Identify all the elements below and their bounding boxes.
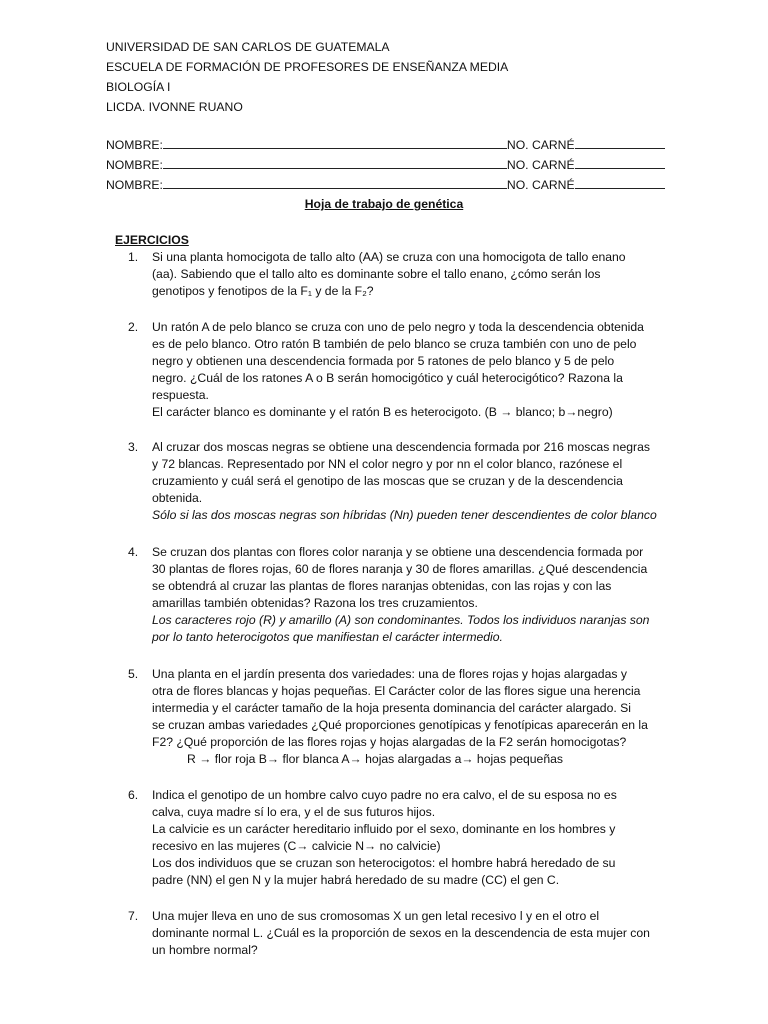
exercise-line: Si una planta homocigota de tallo alto (AA) se cruza con una homocigota de tallo enano <box>152 250 626 264</box>
exercise-number: 5. <box>128 667 139 681</box>
carne-label: NO. CARNÉ <box>506 138 575 152</box>
exercise-line: (aa). Sabiendo que el tallo alto es dominante sobre el tallo enano, ¿cómo serán los <box>152 267 601 281</box>
exercise-line: un hombre normal? <box>152 943 258 957</box>
exercise-answer: Los dos individuos que se cruzan son heterocigotos: el hombre habrá heredado de su <box>152 856 616 870</box>
exercise-number: 6. <box>128 788 139 802</box>
student-row-1 <box>106 135 666 155</box>
exercise-number: 2. <box>128 320 139 334</box>
exercise-answer: por lo tanto heterocigotos que manifiestan el carácter intermedio. <box>152 630 503 644</box>
name-label: NOMBRE: <box>106 158 163 172</box>
exercise-line: 30 plantas de flores rojas, 60 de flores naranja y 30 de flores amarillas. ¿Qué descendencia <box>152 562 648 576</box>
exercise-line: calva, cuya madre sí lo era, y el de sus futuros hijos. <box>152 805 436 819</box>
worksheet-title: Hoja de trabajo de genética <box>304 197 464 211</box>
instructor-name: LICDA. IVONNE RUANO <box>106 100 243 114</box>
exercise-number: 3. <box>128 440 139 454</box>
course-name: BIOLOGÍA I <box>106 80 171 94</box>
exercise-line: F2? ¿Qué proporción de las flores rojas y hojas alargadas de la F2 serán homocigotas? <box>152 735 627 749</box>
name-blank[interactable] <box>163 136 507 149</box>
exercise-line: es de pelo blanco. Otro ratón B también de pelo blanco se cruza también con uno de pelo <box>152 337 637 351</box>
exercise-line: Se cruzan dos plantas con flores color naranja y se obtiene una descendencia formada por <box>152 545 644 559</box>
exercise-line: amarillas también obtenidas? Razona los tres cruzamientos. <box>152 596 478 610</box>
exercises-heading: EJERCICIOS <box>115 233 189 247</box>
exercise-line: cruzamiento y cuál será el genotipo de las moscas que se cruzan y de la descendencia <box>152 474 623 488</box>
exercise-number: 7. <box>128 909 139 923</box>
student-fields <box>106 135 666 195</box>
exercise-answer: recesivo en las mujeres (C→ calvicie N→ no calvicie) <box>152 839 441 853</box>
exercise-line: genotipos y fenotipos de la F₁ y de la F₂? <box>152 284 374 298</box>
name-label: NOMBRE: <box>106 138 163 152</box>
exercise-answer: El carácter blanco es dominante y el ratón B es heterocigoto. (B → blanco; b→negro) <box>152 405 613 419</box>
exercise-answer: Los caracteres rojo (R) y amarillo (A) son condominantes. Todos los individuos naranjas son <box>152 613 650 627</box>
school-name: ESCUELA DE FORMACIÓN DE PROFESORES DE ENSEÑANZA MEDIA <box>106 60 509 74</box>
exercise-line: se obtendrá al cruzar las plantas de flores naranjas obtenidas, con las rojas y con las <box>152 579 612 593</box>
exercise-answer: Sólo si las dos moscas negras son híbridas (Nn) pueden tener descendientes de color blanco <box>152 508 657 522</box>
exercise-line: otra de flores blancas y hojas pequeñas. El Carácter color de las flores sigue una herencia <box>152 684 641 698</box>
exercise-line: respuesta. <box>152 388 209 402</box>
carne-label: NO. CARNÉ <box>506 158 575 172</box>
exercise-line: y 72 blancas. Representado por NN el color negro y por nn el color blanco, razónese el <box>152 457 623 471</box>
exercise-line: Una planta en el jardín presenta dos variedades: una de flores rojas y hojas alargadas y <box>152 667 627 681</box>
carne-blank[interactable] <box>575 136 665 149</box>
exercise-line: negro. ¿Cuál de los ratones A o B serán homocigótico y cuál heterocigótico? Razona la <box>152 371 623 385</box>
student-row-3 <box>106 175 666 195</box>
exercise-line: intermedia y el carácter tamaño de la hoja presenta dominancia del carácter alargado. Si <box>152 701 631 715</box>
name-blank[interactable] <box>163 156 507 169</box>
exercise-line: Una mujer lleva en uno de sus cromosomas X un gen letal recesivo l y en el otro el <box>152 909 600 923</box>
allele-key: R → flor roja B→ flor blanca A→ hojas alargadas a→ hojas pequeñas <box>187 752 563 766</box>
carne-label: NO. CARNÉ <box>506 178 575 192</box>
exercise-line: se cruzan ambas variedades ¿Qué proporciones genotípicas y fenotípicas aparecerán en la <box>152 718 648 732</box>
university-name: UNIVERSIDAD DE SAN CARLOS DE GUATEMALA <box>106 40 390 54</box>
name-label: NOMBRE: <box>106 178 163 192</box>
exercise-number: 4. <box>128 545 139 559</box>
carne-blank[interactable] <box>575 156 665 169</box>
exercise-answer: La calvicie es un carácter hereditario influido por el sexo, dominante en los hombres y <box>152 822 616 836</box>
exercise-answer: padre (NN) el gen N y la mujer habrá heredado de su madre (CC) el gen C. <box>152 873 560 887</box>
exercise-line: Indica el genotipo de un hombre calvo cuyo padre no era calvo, el de su esposa no es <box>152 788 617 802</box>
exercise-line: Al cruzar dos moscas negras se obtiene una descendencia formada por 216 moscas negras <box>152 440 650 454</box>
student-row-2 <box>106 155 666 175</box>
exercise-line: negro y obtienen una descendencia formada por 5 ratones de pelo blanco y 5 de pelo <box>152 354 615 368</box>
exercise-line: dominante normal L. ¿Cuál es la proporción de sexos en la descendencia de esta mujer con <box>152 926 650 940</box>
name-blank[interactable] <box>163 176 507 189</box>
exercise-number: 1. <box>128 250 139 264</box>
exercise-line: Un ratón A de pelo blanco se cruza con uno de pelo negro y toda la descendencia obtenida <box>152 320 644 334</box>
exercise-line: obtenida. <box>152 491 203 505</box>
document-header <box>106 37 508 117</box>
carne-blank[interactable] <box>575 176 665 189</box>
